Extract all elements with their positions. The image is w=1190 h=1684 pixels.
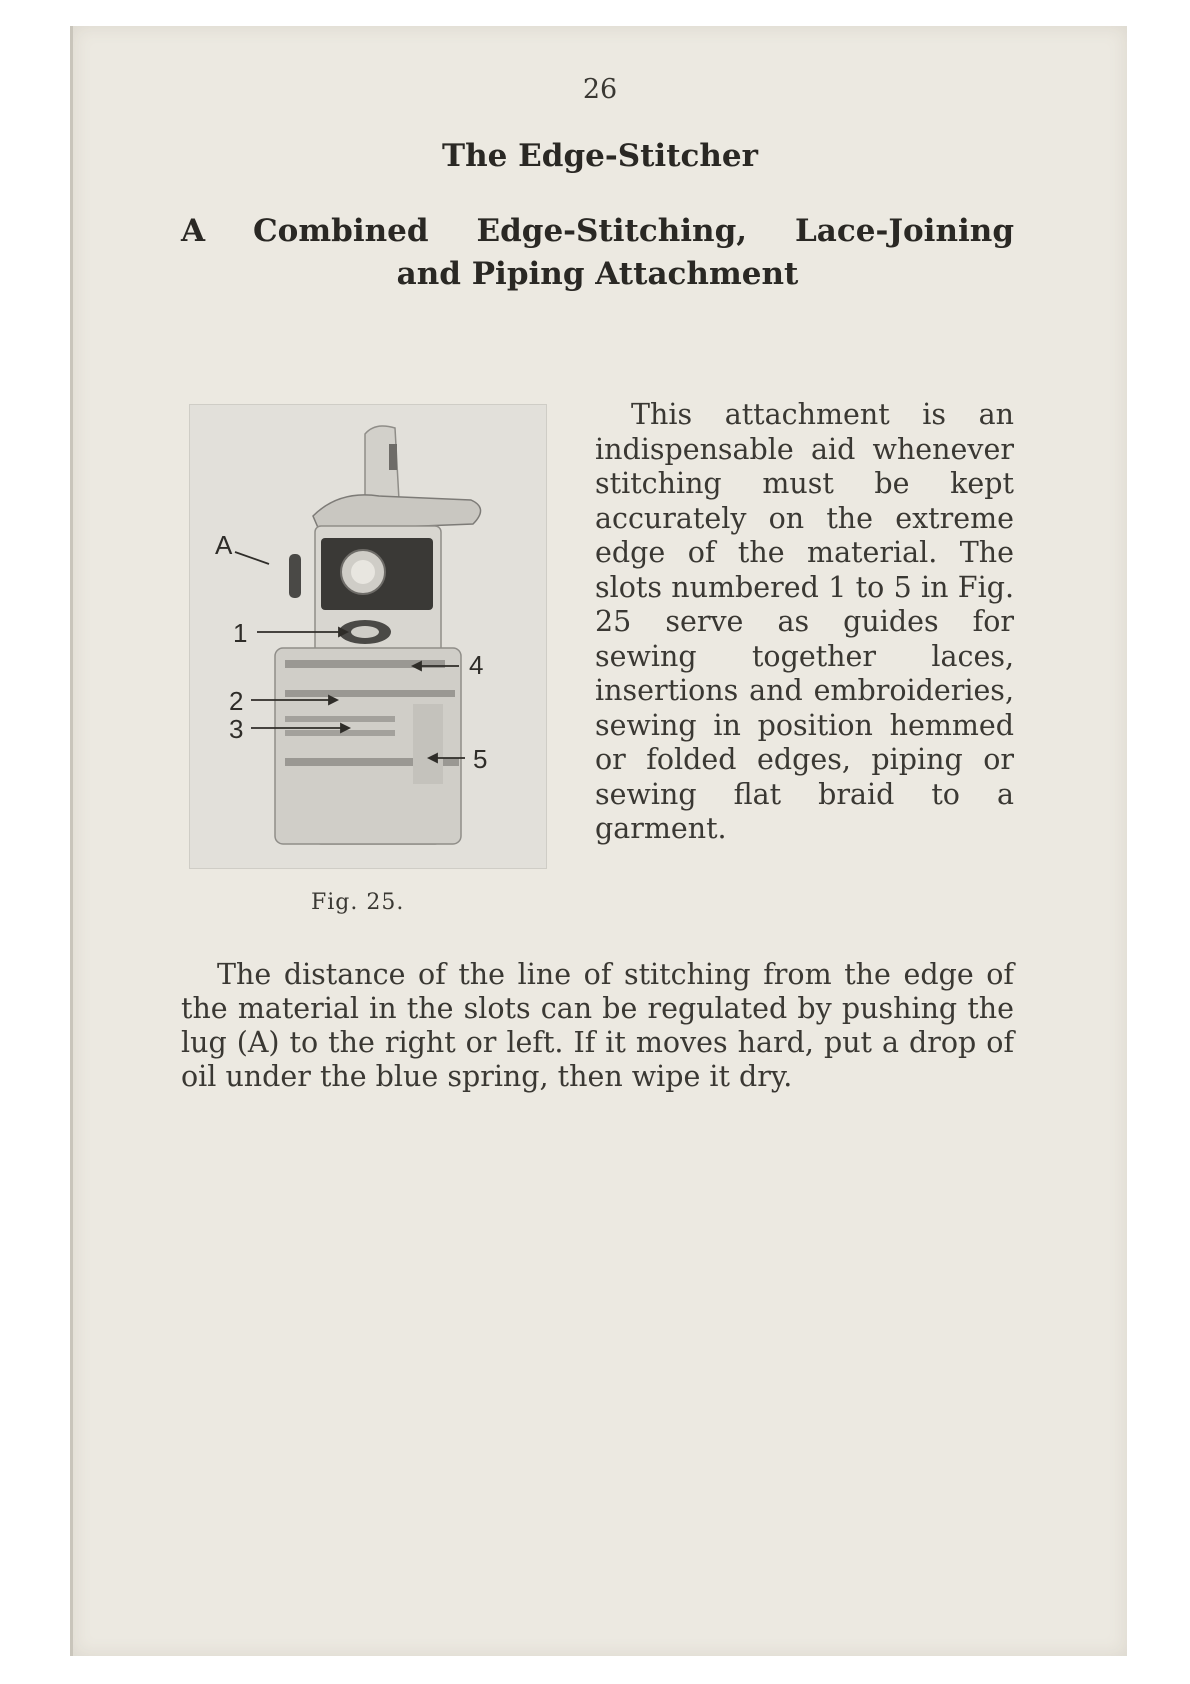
- side-paragraph: This attachment is an indispensable aid whenever stitching must be kept accurately on the extreme edge of the material. The slots numbered 1 to 5 in Fig. 25 serve as guides for sewing together laces, insertions and embroideries, sewing in position hemmed or folded edges, piping or sewing flat braid to a garment.: [595, 398, 1014, 845]
- slot-2: [285, 716, 395, 722]
- lug-a: [289, 554, 301, 598]
- subtitle-line-1: A Combined Edge-Stitching, Lace-Joining: [181, 213, 1014, 249]
- figure-caption: Fig. 25.: [311, 890, 405, 915]
- cross-arm-part: [313, 495, 481, 530]
- page-number: 26: [582, 74, 618, 105]
- slot-4: [285, 690, 455, 697]
- subtitle-line-2: and Piping Attachment: [396, 256, 799, 292]
- label-5: 5: [473, 744, 488, 774]
- label-3: 3: [229, 714, 244, 744]
- label-a: A: [215, 530, 233, 560]
- body-paragraph: The distance of the line of stitching from the edge of the material in the slots can be regulated by pushing the lug (A) to the right or left. If it moves hard, put a drop of oil under the blue spring, then wipe it dry.: [181, 958, 1014, 1093]
- page-title: The Edge-Stitcher: [442, 138, 758, 174]
- slot-3: [285, 730, 395, 736]
- label-1: 1: [233, 618, 248, 648]
- edge-stitcher-illustration: [189, 404, 547, 869]
- book-page: [70, 26, 1127, 1656]
- figure-edge-stitcher: [189, 404, 547, 869]
- page-subtitle: [181, 210, 1014, 296]
- label-4: 4: [469, 650, 484, 680]
- label-2: 2: [229, 686, 244, 716]
